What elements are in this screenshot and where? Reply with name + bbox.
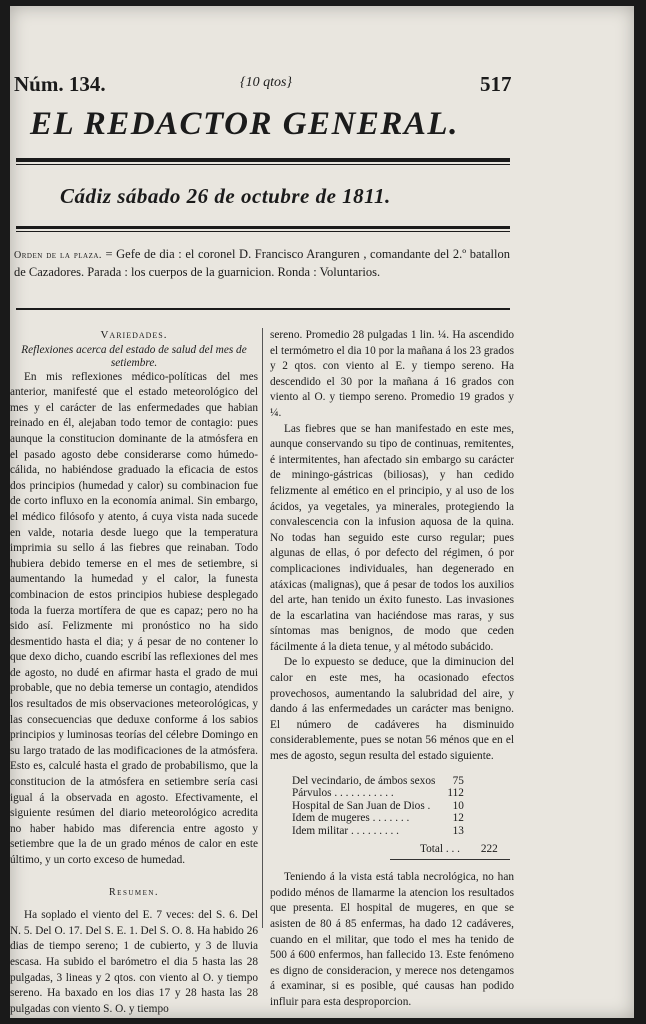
orden-text: = Gefe de dia : el coronel D. Francisco Aranguren , comandante del 2.º batallon de Cazadores. Parada : los cuerpos de la guarnicion. Ronda : Voluntarios. — [14, 247, 510, 279]
row-label: Hospital de San Juan de Dios . — [292, 799, 431, 812]
total-rule — [390, 859, 510, 860]
right-column — [262, 328, 514, 1011]
row-value: 75 — [452, 774, 464, 787]
section-rule — [16, 308, 510, 310]
row-label: Idem militar . . . . . . . . . — [292, 825, 399, 837]
table-row — [290, 800, 466, 813]
variedades-paragraph: En mis reflexiones médico-políticas del mes anterior, manifesté que el estado meteorológico del mes y el carácter de las enfermedades que habian reinado en él, alejaban todo temor de contagio: pues aunque la constitucion dominante de la atmósfera en el pasado agosto debe considerarse como húmedo-cálida, no habiéndose graduado la eficacia de estos dos principios (humedad y calor) su combinacion fue de corto influxo en la economía animal. Sin embargo, el médico filósofo y atento, á cuya vista nada sucede en valde, notaria desde luego que la temperatura imprimia su sello á las fiebres que reinaban. Todo hubiera debido temerse en el mes de setiembre, si aumentando la humedad y el calor, la funesta combinacion de estos principios hubiese desplegado toda la fuerza mortífera de que es capaz; pero no ha sido así. Felizmente mi pronóstico no ha sido desmentido hasta el dia; y á pesar de no contener lo que dexo dicho, cuando escribí las reflexiones del mes de agosto, no dudé en afirmar hasta el grado de mui probable, que no debia temerse un contagio, atendidos los resultados de mis observaciones meteorológicas, y las consecuencias que deduxe conforme á los sabios principios y luminosas teorías del célebre Domingo en su largo tratado de las modificaciones de la atmósfera. Esto es, calculé hasta el grado de probabilismo, que la constitucion de la atmósfera en setiembre sería casi igual á la observada en agosto. Efectivamente, el siguiente resúmen del diario meteorológico acredita no haber habido mas diferencia entre agosto y setiembre que la de un grado ménos de calor en este último, y un corto exceso de humedad. — [10, 370, 258, 866]
left-column — [10, 328, 258, 1017]
row-value: 10 — [452, 799, 464, 812]
orden-label: Orden de la plaza. — [14, 250, 102, 261]
cadaveres-table — [290, 775, 466, 838]
resumen-paragraph-right-1: sereno. Promedio 28 pulgadas 1 lin. ¼. Ha ascendido el termómetro el dia 10 por la mañana á los 23 grados y 2 qtos. con viento al E. y tiempo sereno. Ha descendido el 30 por la mañana á 16 grados con viento al O. y tiempo sereno. Promedio 19 grados y ¼. — [270, 329, 514, 419]
dateline-rule-thick — [16, 226, 510, 229]
masthead-rule-thin — [16, 164, 510, 165]
conclusion-paragraph: Teniendo á la vista está tabla necrológica, no han podido ménos de llamarme la atencion los resultados que presenta. El hospital de mugeres, en que se asisten de 80 á 85 enfermas, ha dado 12 cadáveres, cuando en el militar, que todo el mes ha tenido de 500 á 600 enfermos, han fallecido 13. Este fenómeno es digno de consideracion, y merece nos detengamos á examinar, si es posible, qué causas han podido influir para esta desproporcion. — [270, 871, 514, 1008]
resumen-paragraph-right-2: Las fiebres que se han manifestado en este mes, aunque conservando su tipo de continuas, remitentes, é intermitentes, han afectado sin embargo su carácter de miningo-gástricas (biliosas), y han cedido felizmente al emético en el principio, y al uso de los ácidos, ya vegetales, ya minerales, protegiendo la convalescencia con la infusion aquosa de la quina. No todas han seguido este curso regular; pues algunas de ellas, ó por defecto del régimen, ó por complicaciones individuales, han degenerado en atáxicas (malignas), que á pesar de todos los auxilios del arte, han tenido un éxito funesto. Las invasiones de la escarlatina van haciéndose mas raras, y sus síntomas mas benignos, de modo que ceden fácilmente á la dieta tenue, y al método subácido. — [270, 422, 514, 653]
row-value: 12 — [452, 812, 464, 825]
issue-price: {10 qtos} — [240, 75, 293, 90]
section-subtitle: Reflexiones acerca del estado de salud del mes de setiembre. — [21, 343, 247, 369]
dateline-rule-thin — [16, 231, 510, 232]
masthead-rule-thick — [16, 158, 510, 162]
section-title-variedades: Variedades. — [100, 329, 168, 341]
table-row — [290, 825, 466, 838]
table-row — [290, 787, 466, 800]
resumen-paragraph-left: Ha soplado el viento del E. 7 veces: del S. 6. Del N. 5. Del O. 17. Del S. E. 1. Del S. O. 8. Ha habido 26 dias de tiempo sereno; 1 de cubierto, y 3 de lluvia escasa. Ha subido el barómetro el dia 5 hasta las 28 pulgadas, 3 lineas y 2 qtos. con viento al O. y tiempo sereno. Ha baxado en los dias 17 y 28 hasta las 28 pulgadas con viento S. O. y tiempo — [10, 909, 258, 1015]
resumen-paragraph-right-3: De lo expuesto se deduce, que la diminucion del calor en este mes, ha ocasionado efectos provechosos, aumentando la salubridad del aire, y dando á las enfermedades un carácter mas benigno. El número de cadáveres ha disminuido considerablemente, pues se notan 56 ménos que en el mes de agosto, segun resulta del estado siguiente. — [270, 656, 514, 763]
total-value: 222 — [480, 842, 498, 855]
table-total — [420, 842, 514, 858]
row-value: 112 — [447, 787, 464, 800]
row-label: Párvulos . . . . . . . . . . . — [292, 787, 394, 800]
resumen-title: Resumen. — [109, 886, 159, 898]
newspaper-page — [10, 6, 634, 1018]
row-value: 13 — [452, 825, 464, 837]
table-row — [290, 775, 466, 788]
masthead-title: EL REDACTOR GENERAL. — [30, 106, 459, 142]
issue-number: Núm. 134. — [14, 72, 106, 96]
page-number: 517 — [480, 72, 512, 96]
total-label: Total . . . — [420, 842, 460, 855]
table-row — [290, 812, 466, 825]
issue-header — [10, 72, 634, 102]
row-label: Del vecindario, de ámbos sexos — [292, 774, 436, 787]
orden-de-la-plaza — [14, 246, 510, 280]
row-label: Idem de mugeres . . . . . . . — [292, 812, 410, 825]
dateline: Cádiz sábado 26 de octubre de 1811. — [60, 184, 391, 208]
